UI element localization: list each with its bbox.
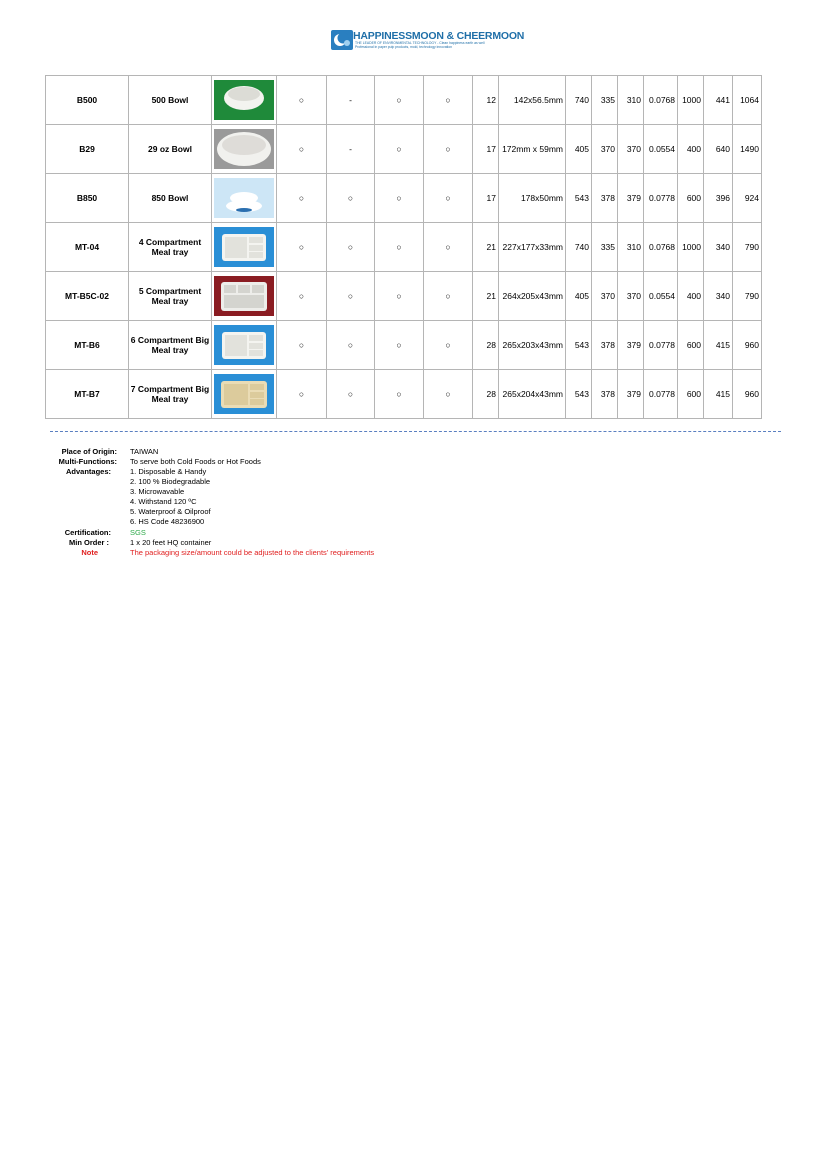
product-name: 29 oz Bowl [129, 125, 212, 174]
product-photo-image [214, 276, 274, 316]
product-name: 7 Compartment Big Meal tray [129, 370, 212, 419]
value-cell: 960 [733, 321, 762, 370]
size-cell: 265x204x43mm [499, 370, 566, 419]
option-mark: ○ [375, 125, 424, 174]
company-name: HAPPINESSMOON & CHEERMOON [353, 30, 525, 42]
origin-label: Place of Origin: [61, 447, 117, 456]
table-row [46, 272, 762, 321]
product-name: 6 Compartment Big Meal tray [129, 321, 212, 370]
value-cell: 640 [704, 125, 733, 174]
carton-dim-cell: 379 [618, 174, 644, 223]
carton-dim-cell: 310 [618, 76, 644, 125]
table-row [46, 125, 762, 174]
cbm-cell: 0.0778 [644, 321, 678, 370]
option-mark: ○ [277, 321, 327, 370]
cbm-cell: 0.0768 [644, 223, 678, 272]
value-cell: 441 [704, 76, 733, 125]
size-cell: 178x50mm [499, 174, 566, 223]
option-mark: ○ [375, 76, 424, 125]
option-mark: ○ [375, 370, 424, 419]
pcs-cell: 1000 [678, 223, 704, 272]
carton-dim-cell: 379 [618, 370, 644, 419]
quantity-cell: 28 [473, 370, 499, 419]
functions-label: Multi-Functions: [58, 457, 117, 466]
pcs-cell: 600 [678, 321, 704, 370]
company-tagline-2: Professional in paper pulp products, mold, technology innovation [355, 45, 453, 49]
value-cell: 790 [733, 272, 762, 321]
carton-dim-cell: 740 [566, 223, 592, 272]
carton-dim-cell: 405 [566, 272, 592, 321]
product-photo [212, 223, 277, 272]
product-code: MT-B5C-02 [46, 272, 129, 321]
table-row [46, 223, 762, 272]
option-mark: ○ [375, 272, 424, 321]
quantity-cell: 17 [473, 174, 499, 223]
product-code: MT-B7 [46, 370, 129, 419]
carton-dim-cell: 335 [592, 76, 618, 125]
pcs-cell: 600 [678, 174, 704, 223]
product-photo-image [214, 374, 274, 414]
carton-dim-cell: 370 [618, 272, 644, 321]
carton-dim-cell: 379 [618, 321, 644, 370]
quantity-cell: 21 [473, 223, 499, 272]
certification-value: SGS [130, 528, 146, 537]
advantage-item: 3. Microwavable [130, 487, 185, 496]
quantity-cell: 21 [473, 272, 499, 321]
note-label: Note [81, 548, 98, 557]
option-mark: ○ [277, 370, 327, 419]
advantages-label: Advantages: [65, 467, 111, 476]
value-cell: 1064 [733, 76, 762, 125]
carton-dim-cell: 335 [592, 223, 618, 272]
option-mark: - [327, 125, 375, 174]
carton-dim-cell: 543 [566, 174, 592, 223]
table-row [46, 76, 762, 125]
product-name: 4 Compartment Meal tray [129, 223, 212, 272]
size-cell: 264x205x43mm [499, 272, 566, 321]
advantage-item: 4. Withstand 120 ºC [130, 497, 197, 506]
size-cell: 142x56.5mm [499, 76, 566, 125]
pcs-cell: 400 [678, 272, 704, 321]
option-mark: ○ [277, 76, 327, 125]
option-mark: ○ [327, 321, 375, 370]
product-spec-table [45, 75, 762, 419]
advantage-item: 6. HS Code 48236900 [130, 517, 205, 526]
carton-dim-cell: 370 [592, 125, 618, 174]
product-photo-image [214, 80, 274, 120]
table-row [46, 174, 762, 223]
option-mark: ○ [375, 223, 424, 272]
option-mark: ○ [277, 125, 327, 174]
company-logo [331, 28, 525, 50]
pcs-cell: 600 [678, 370, 704, 419]
advantage-item: 1. Disposable & Handy [130, 467, 207, 476]
product-code: MT-B6 [46, 321, 129, 370]
carton-dim-cell: 370 [592, 272, 618, 321]
option-mark: ○ [277, 174, 327, 223]
option-mark: ○ [424, 223, 473, 272]
quantity-cell: 12 [473, 76, 499, 125]
size-cell: 227x177x33mm [499, 223, 566, 272]
advantage-item: 2. 100 % Biodegradable [130, 477, 211, 486]
cbm-cell: 0.0554 [644, 272, 678, 321]
product-photo [212, 174, 277, 223]
option-mark: ○ [424, 370, 473, 419]
min-order-label: Min Order : [68, 538, 109, 547]
certification-label: Certification: [64, 528, 111, 537]
carton-dim-cell: 543 [566, 321, 592, 370]
value-cell: 1490 [733, 125, 762, 174]
section-divider [50, 431, 781, 432]
value-cell: 960 [733, 370, 762, 419]
table-row [46, 321, 762, 370]
option-mark: - [327, 76, 375, 125]
quantity-cell: 17 [473, 125, 499, 174]
carton-dim-cell: 370 [618, 125, 644, 174]
advantage-item: 5. Waterproof & Oilproof [130, 507, 211, 516]
option-mark: ○ [327, 174, 375, 223]
product-photo [212, 272, 277, 321]
product-photo-image [214, 227, 274, 267]
option-mark: ○ [327, 370, 375, 419]
carton-dim-cell: 310 [618, 223, 644, 272]
note-value: The packaging size/amount could be adjusted to the clients' requirements [130, 548, 375, 557]
value-cell: 340 [704, 272, 733, 321]
option-mark: ○ [424, 321, 473, 370]
product-name: 5 Compartment Meal tray [129, 272, 212, 321]
carton-dim-cell: 378 [592, 370, 618, 419]
option-mark: ○ [424, 272, 473, 321]
option-mark: ○ [327, 272, 375, 321]
product-name: 500 Bowl [129, 76, 212, 125]
product-code: B29 [46, 125, 129, 174]
cbm-cell: 0.0778 [644, 174, 678, 223]
carton-dim-cell: 378 [592, 321, 618, 370]
min-order-value: 1 x 20 feet HQ container [130, 538, 212, 547]
size-cell: 265x203x43mm [499, 321, 566, 370]
product-code: B850 [46, 174, 129, 223]
option-mark: ○ [424, 174, 473, 223]
carton-dim-cell: 543 [566, 370, 592, 419]
moon-logo-icon [331, 30, 353, 50]
cbm-cell: 0.0778 [644, 370, 678, 419]
company-tagline: THE LEADER OF ENVIRONMENTAL TECHNOLOGY - Clean happiness earth as well [355, 41, 485, 45]
option-mark: ○ [277, 223, 327, 272]
product-photo [212, 321, 277, 370]
value-cell: 340 [704, 223, 733, 272]
value-cell: 415 [704, 321, 733, 370]
value-cell: 415 [704, 370, 733, 419]
product-photo-image [214, 325, 274, 365]
option-mark: ○ [424, 125, 473, 174]
product-photo [212, 76, 277, 125]
cbm-cell: 0.0554 [644, 125, 678, 174]
value-cell: 790 [733, 223, 762, 272]
option-mark: ○ [277, 272, 327, 321]
table-row [46, 370, 762, 419]
option-mark: ○ [327, 223, 375, 272]
product-photo-image [214, 129, 274, 169]
option-mark: ○ [424, 76, 473, 125]
carton-dim-cell: 405 [566, 125, 592, 174]
product-photo [212, 125, 277, 174]
product-name: 850 Bowl [129, 174, 212, 223]
size-cell: 172mm x 59mm [499, 125, 566, 174]
value-cell: 924 [733, 174, 762, 223]
carton-dim-cell: 740 [566, 76, 592, 125]
quantity-cell: 28 [473, 321, 499, 370]
product-photo [212, 370, 277, 419]
product-photo-image [214, 178, 274, 218]
product-code: MT-04 [46, 223, 129, 272]
pcs-cell: 1000 [678, 76, 704, 125]
product-code: B500 [46, 76, 129, 125]
option-mark: ○ [375, 321, 424, 370]
option-mark: ○ [375, 174, 424, 223]
carton-dim-cell: 378 [592, 174, 618, 223]
origin-value: TAIWAN [130, 447, 159, 456]
cbm-cell: 0.0768 [644, 76, 678, 125]
pcs-cell: 400 [678, 125, 704, 174]
value-cell: 396 [704, 174, 733, 223]
functions-value: To serve both Cold Foods or Hot Foods [130, 457, 261, 466]
